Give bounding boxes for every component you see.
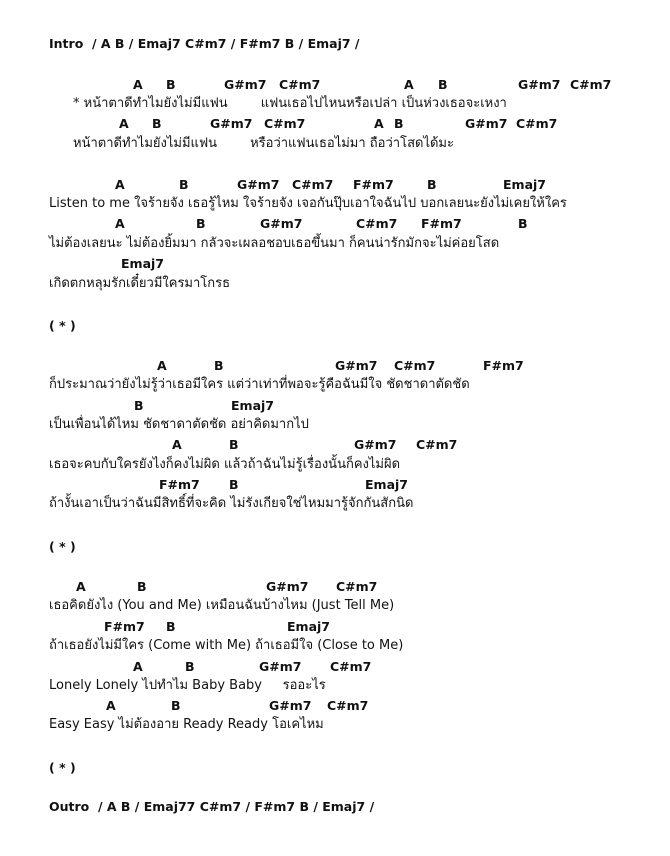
lyric-line: ก็ประมาณว่ายังไม่รู้ว่าเธอมีใคร แต่ว่าเท่าที่พอจะรู้คือฉันมีใจ ชัดชาดาตัดชัด [49, 377, 470, 392]
chord-label: B [185, 659, 195, 674]
chord-label: F#m7 [483, 358, 524, 373]
chord-label: B [229, 437, 239, 452]
chord-label: F#m7 [104, 619, 145, 634]
chord-label: B [137, 579, 147, 594]
chord-row [0, 696, 670, 716]
chord-label: G#m7 [259, 659, 302, 674]
lyric-line: ไม่ต้องเลยนะ ไม่ต้องยิ้มมา กลัวจะเผลอชอบเธอขึ้นมา ก็คนน่ารักมักจะไม่ค่อยโสด [49, 236, 500, 251]
chord-label: C#m7 [570, 77, 612, 92]
chord-row [0, 214, 670, 234]
chord-label: B [179, 177, 189, 192]
intro-line: Intro / A B / Emaj7 C#m7 / F#m7 B / Emaj7 / [49, 36, 360, 51]
chord-row [0, 617, 670, 637]
chord-label: B [518, 216, 528, 231]
chord-label: A [76, 579, 86, 594]
chord-label: A [115, 216, 125, 231]
chord-label: G#m7 [269, 698, 312, 713]
chord-label: A [172, 437, 182, 452]
chord-label: B [196, 216, 206, 231]
chord-label: G#m7 [266, 579, 309, 594]
repeat-marker: ( * ) [49, 760, 76, 775]
chord-row [0, 577, 670, 597]
chord-label: B [427, 177, 437, 192]
chord-label: Emaj7 [121, 256, 164, 271]
chord-label: B [166, 619, 176, 634]
lyric-line: หน้าตาดีทำไมยังไม่มีแฟน หรือว่าแฟนเธอไม่มา ถือว่าโสดได้มะ [73, 136, 454, 151]
chord-row [0, 75, 670, 95]
chord-label: Emaj7 [231, 398, 274, 413]
chord-label: G#m7 [210, 116, 253, 131]
chord-label: B [171, 698, 181, 713]
chord-label: A [404, 77, 414, 92]
lyric-line: เป็นเพื่อนได้ไหม ชัดชาดาตัดชัด อย่าคิดมากไป [49, 417, 309, 432]
lyric-line: เธอจะคบกับใครยังไงก็คงไม่ผิด แล้วถ้าฉันไม่รู้เรื่องนั้นก็คงไม่ผิด [49, 457, 401, 472]
lyric-line: เกิดตกหลุมรักเดี๋ยวมีใครมาโกรธ [49, 276, 231, 291]
chord-label: C#m7 [327, 698, 369, 713]
chord-label: F#m7 [353, 177, 394, 192]
chord-row [0, 356, 670, 376]
chord-row [0, 657, 670, 677]
chord-label: G#m7 [354, 437, 397, 452]
chord-label: A [133, 659, 143, 674]
lyric-line: ถ้างั้นเอาเป็นว่าฉันมีสิทธิ์ที่จะคิด ไม่รังเกียจใช่ไหมมารู้จักกันสักนิด [49, 496, 414, 511]
repeat-marker: ( * ) [49, 318, 76, 333]
chord-label: C#m7 [394, 358, 436, 373]
chord-row [0, 254, 670, 274]
chord-label: C#m7 [330, 659, 372, 674]
chord-label: G#m7 [335, 358, 378, 373]
chord-label: C#m7 [292, 177, 334, 192]
chord-row [0, 396, 670, 416]
chord-label: C#m7 [264, 116, 306, 131]
chord-label: F#m7 [159, 477, 200, 492]
chord-label: A [119, 116, 129, 131]
chord-label: G#m7 [260, 216, 303, 231]
lyric-line: Listen to me ใจร้ายจัง เธอรู้ไหม ใจร้ายจัง เจอกันปุ๊บเอาใจฉันไป บอกเลยนะยังไม่เคยให้ใคร [49, 196, 567, 211]
lyric-line: * หน้าตาดีทำไมยังไม่มีแฟน แฟนเธอไปไหนหรือเปล่า เป็นห่วงเธอจะเหงา [73, 96, 507, 111]
chord-label: C#m7 [516, 116, 558, 131]
chord-label: A [115, 177, 125, 192]
chord-label: G#m7 [224, 77, 267, 92]
chord-label: B [438, 77, 448, 92]
chord-label: Emaj7 [503, 177, 546, 192]
chord-label: C#m7 [336, 579, 378, 594]
chord-row [0, 114, 670, 134]
chord-label: C#m7 [279, 77, 321, 92]
chord-label: A [133, 77, 143, 92]
chord-row [0, 475, 670, 495]
chord-label: G#m7 [518, 77, 561, 92]
chord-label: B [134, 398, 144, 413]
outro-line: Outro / A B / Emaj77 C#m7 / F#m7 B / Emaj7 / [49, 799, 375, 814]
lyric-line: เธอคิดยังไง (You and Me) เหมือนฉันบ้างไหม (Just Tell Me) [49, 598, 395, 613]
chord-label: B [166, 77, 176, 92]
chord-label: C#m7 [356, 216, 398, 231]
lyric-line: ถ้าเธอยังไม่มีใคร (Come with Me) ถ้าเธอมีใจ (Close to Me) [49, 638, 404, 653]
lyric-line: Lonely Lonely ไปทำไม Baby Baby รออะไร [49, 678, 326, 693]
chord-row [0, 175, 670, 195]
repeat-marker: ( * ) [49, 539, 76, 554]
chord-row [0, 435, 670, 455]
chord-label: F#m7 [421, 216, 462, 231]
chord-label: Emaj7 [365, 477, 408, 492]
chord-label: A [157, 358, 167, 373]
chord-label: A [374, 116, 384, 131]
chord-label: A [106, 698, 116, 713]
chord-label: C#m7 [416, 437, 458, 452]
chord-label: G#m7 [465, 116, 508, 131]
chord-label: B [152, 116, 162, 131]
chord-label: B [214, 358, 224, 373]
chord-label: B [394, 116, 404, 131]
chord-label: G#m7 [237, 177, 280, 192]
chord-label: B [229, 477, 239, 492]
lyric-line: Easy Easy ไม่ต้องอาย Ready Ready โอเคไหม [49, 717, 324, 732]
chord-label: Emaj7 [287, 619, 330, 634]
